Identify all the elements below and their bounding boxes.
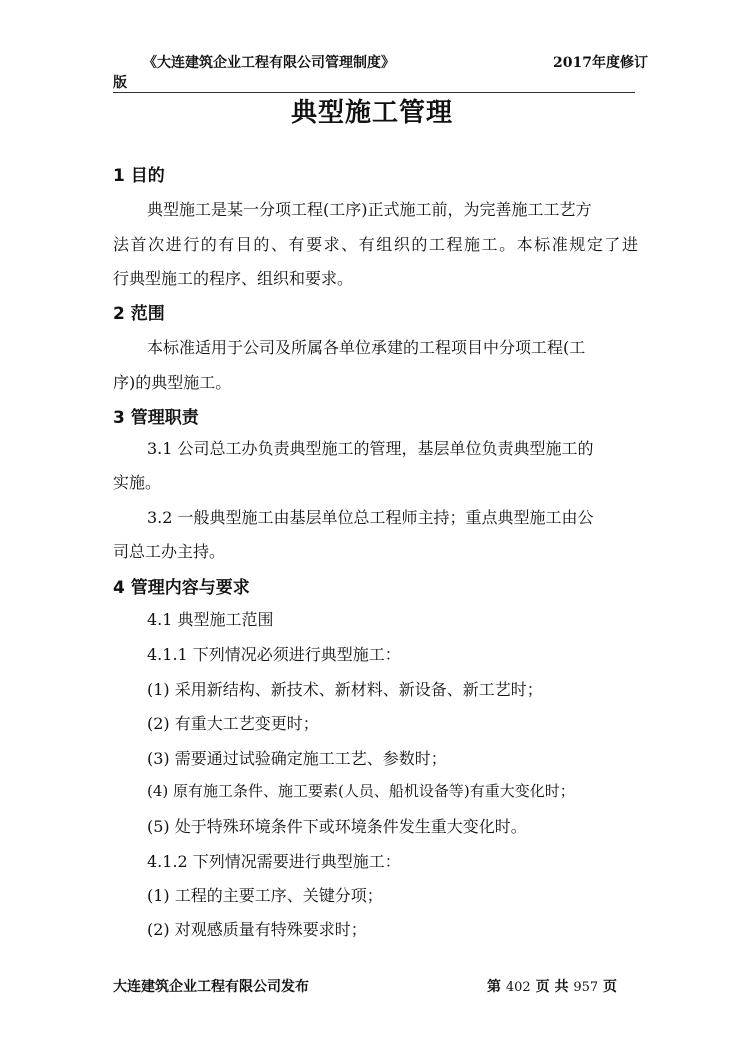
section-heading-responsibilities: 3 管理职责 xyxy=(113,408,199,428)
section-heading-content-requirements: 4 管理内容与要求 xyxy=(113,578,250,598)
header-doc-title: 《大连建筑企业工程有限公司管理制度》 xyxy=(143,55,395,71)
list-item: (2) 对观感质量有特殊要求时； xyxy=(147,920,367,939)
paragraph-line: 典型施工是某一分项工程(工序)正式施工前，为完善施工工艺方 xyxy=(147,200,592,219)
paragraph-line: 本标准适用于公司及所属各单位承建的工程项目中分项工程(工 xyxy=(147,338,586,357)
paragraph-line: 序)的典型施工。 xyxy=(113,373,232,392)
header-revision: 2017年度修订 xyxy=(553,55,648,71)
header-revision-wrap: 版 xyxy=(113,75,127,91)
list-item: (1) 采用新结构、新技术、新材料、新设备、新工艺时； xyxy=(147,680,543,699)
paragraph-line: 3.2 一般典型施工由基层单位总工程师主持；重点典型施工由公 xyxy=(147,508,594,527)
footer-page-info xyxy=(487,976,617,996)
page-suffix: 页 xyxy=(603,979,618,995)
footer-publisher: 大连建筑企业工程有限公司发布 xyxy=(113,979,309,995)
list-item: (3) 需要通过试验确定施工工艺、参数时； xyxy=(147,749,447,768)
paragraph-line: 行典型施工的程序、组织和要求。 xyxy=(113,269,354,288)
section-heading-purpose: 1 目的 xyxy=(113,166,165,186)
list-item: (2) 有重大工艺变更时； xyxy=(147,714,319,733)
paragraph-line: 4.1 典型施工范围 xyxy=(147,610,274,629)
section-heading-scope: 2 范围 xyxy=(113,304,165,324)
list-item: (1) 工程的主要工序、关键分项； xyxy=(147,886,383,905)
paragraph-line: 3.1 公司总工办负责典型施工的管理，基层单位负责典型施工的 xyxy=(147,439,594,458)
page-title: 典型施工管理 xyxy=(290,98,453,128)
page-number: 402 xyxy=(505,980,531,995)
paragraph-line: 法首次进行的有目的、有要求、有组织的工程施工。本标准规定了进 xyxy=(113,235,638,254)
paragraph-line: 实施。 xyxy=(113,473,162,492)
page-prefix: 第 xyxy=(487,979,501,995)
paragraph-line: 司总工办主持。 xyxy=(113,542,226,561)
list-item: (5) 处于特殊环境条件下或环境条件发生重大变化时。 xyxy=(147,817,527,836)
page-mid: 页 共 xyxy=(535,979,569,995)
list-item: (4) 原有施工条件、施工要素(人员、船机设备等)有重大变化时； xyxy=(147,782,575,800)
page-total: 957 xyxy=(573,980,599,995)
paragraph-line: 4.1.1 下列情况必须进行典型施工： xyxy=(147,645,401,664)
paragraph-line: 4.1.2 下列情况需要进行典型施工： xyxy=(147,852,401,871)
